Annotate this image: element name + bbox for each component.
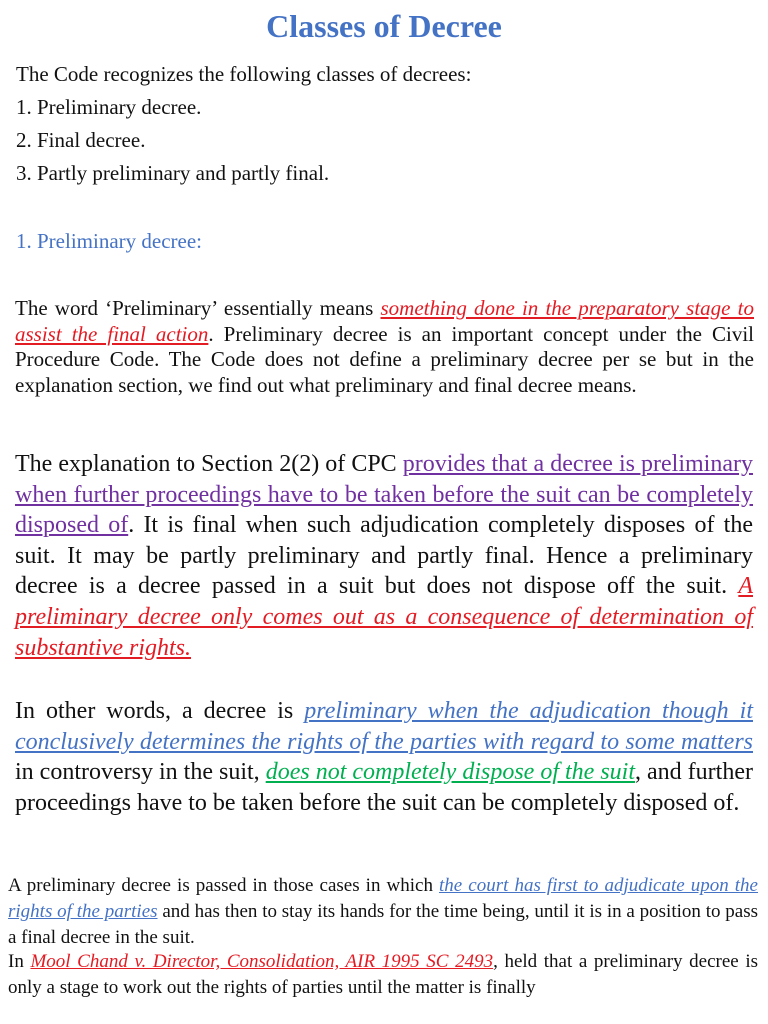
highlight-green: does not completely dispose of the suit (265, 759, 636, 786)
highlight-purple: provides that a decree is preliminary when further proceedings have to be taken before the suit can be completely disposed of (15, 451, 753, 539)
highlight-blue: preliminary when the adjudication though it conclusively determines the rights of the parties with regard to some matters (15, 698, 753, 755)
highlight-blue: the court has first to adjudicate upon the rights of the parties (8, 875, 758, 922)
paragraph-section-2-2 (15, 449, 753, 663)
paragraph-text: . Preliminary decree is an important concept under the Civil Procedure Code. The Code does not define a preliminary decree per se but in the explanation section, we find out what preliminary and final decree means. (15, 321, 754, 397)
page-title: Classes of Decree (266, 8, 502, 44)
paragraph-text: , and further proceedings have to be taken before the suit can be completely disposed of. (15, 759, 753, 816)
paragraph-mool-chand (8, 949, 758, 1001)
intro-lead: The Code recognizes the following classes of decrees: (16, 62, 472, 86)
highlight-red: something done in the preparatory stage to assist the final action (15, 296, 754, 346)
paragraph-text: In other words, a decree is (15, 698, 305, 724)
paragraph-preliminary-meaning (15, 296, 754, 398)
paragraph-text: . It is final when such adjudication completely disposes of the suit. It may be partly preliminary and partly final. Hence a preliminary decree is a decree passed in a suit but does not dispose off the suit. (15, 512, 753, 600)
paragraph-text: and has then to stay its hands for the time being, until it is in a position to pass a final decree in the suit. (8, 901, 758, 948)
paragraph-text: A preliminary decree is passed in those cases in which (8, 875, 440, 896)
list-item: 1. Preliminary decree. (16, 95, 202, 119)
paragraph-text: , held that a preliminary decree is only a stage to work out the rights of parties until the matter is finally (8, 951, 759, 998)
paragraph-text: in controversy in the suit, (15, 759, 266, 786)
intro-list (16, 58, 756, 190)
list-item: 3. Partly preliminary and partly final. (16, 161, 330, 185)
list-item: 2. Final decree. (16, 128, 146, 152)
paragraph-cases (8, 873, 758, 951)
paragraph-text: The word ‘Preliminary’ essentially means (15, 296, 381, 320)
highlight-red: A preliminary decree only comes out as a consequence of determination of substantive rights. (15, 573, 753, 661)
section-heading: 1. Preliminary decree: (16, 229, 203, 253)
paragraph-other-words (15, 696, 753, 818)
paragraph-text: The explanation to Section 2(2) of CPC (15, 451, 403, 477)
paragraph-text: In (8, 951, 31, 972)
case-citation-link[interactable]: Mool Chand v. Director, Consolidation, AIR 1995 SC 2493 (30, 951, 494, 972)
